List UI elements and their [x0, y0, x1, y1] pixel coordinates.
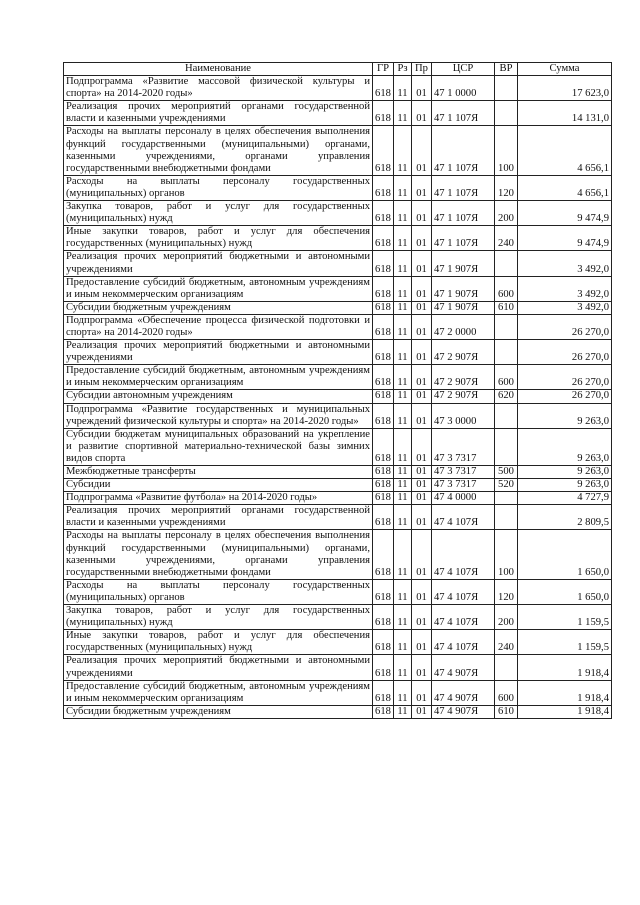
cell-name: Субсидии: [64, 479, 373, 492]
cell-vr: 520: [495, 479, 518, 492]
cell-vr: [495, 492, 518, 505]
cell-rz: 11: [394, 390, 412, 403]
cell-name: Субсидии бюджетам муниципальных образований на укрепление и развитие спортивной материально-технической базы зимних видов спорта: [64, 428, 373, 465]
cell-pr: 01: [412, 530, 432, 579]
cell-sum: 9 474,9: [518, 226, 612, 251]
cell-rz: 11: [394, 579, 412, 604]
cell-name: Субсидии бюджетным учреждениям: [64, 301, 373, 314]
cell-csr: 47 3 7317: [432, 466, 495, 479]
cell-sum: 26 270,0: [518, 390, 612, 403]
cell-vr: 600: [495, 276, 518, 301]
cell-rz: 11: [394, 201, 412, 226]
cell-name: Закупка товаров, работ и услуг для государственных (муниципальных) нужд: [64, 201, 373, 226]
cell-name: Расходы на выплаты персоналу в целях обеспечения выполнения функций государственными (муниципальными) органами, казенными учреждениями, органами управления государственными внебюджетными фондами: [64, 530, 373, 579]
cell-pr: 01: [412, 605, 432, 630]
table-row: [64, 314, 612, 339]
cell-name: Подпрограмма «Развитие государственных и муниципальных учреждений физической культуры и спорта» на 2014-2020 годы»: [64, 403, 373, 428]
cell-pr: 01: [412, 126, 432, 175]
cell-rz: 11: [394, 705, 412, 718]
cell-vr: [495, 251, 518, 276]
cell-sum: 26 270,0: [518, 314, 612, 339]
cell-gr: 618: [373, 530, 394, 579]
header-vr: ВР: [495, 63, 518, 76]
cell-csr: 47 2 907Я: [432, 365, 495, 390]
cell-pr: 01: [412, 390, 432, 403]
cell-gr: 618: [373, 403, 394, 428]
cell-vr: [495, 101, 518, 126]
cell-sum: 17 623,0: [518, 76, 612, 101]
cell-sum: 1 918,4: [518, 680, 612, 705]
cell-vr: [495, 340, 518, 365]
cell-name: Реализация прочих мероприятий бюджетными и автономными учреждениями: [64, 251, 373, 276]
cell-vr: 100: [495, 126, 518, 175]
cell-rz: 11: [394, 365, 412, 390]
cell-csr: 47 1 907Я: [432, 301, 495, 314]
cell-sum: 26 270,0: [518, 340, 612, 365]
cell-name: Межбюджетные трансферты: [64, 466, 373, 479]
cell-csr: 47 1 907Я: [432, 251, 495, 276]
cell-name: Подпрограмма «Развитие футбола» на 2014-2020 годы»: [64, 492, 373, 505]
cell-csr: 47 3 7317: [432, 479, 495, 492]
cell-rz: 11: [394, 126, 412, 175]
cell-pr: 01: [412, 314, 432, 339]
cell-name: Реализация прочих мероприятий органами государственной власти и казенными учреждениями: [64, 101, 373, 126]
cell-csr: 47 4 907Я: [432, 655, 495, 680]
cell-gr: 618: [373, 226, 394, 251]
cell-sum: 2 809,5: [518, 505, 612, 530]
cell-csr: 47 4 0000: [432, 492, 495, 505]
budget-table: [63, 62, 612, 719]
header-row: [64, 63, 612, 76]
cell-csr: 47 1 107Я: [432, 101, 495, 126]
table-row: [64, 365, 612, 390]
cell-gr: 618: [373, 680, 394, 705]
cell-rz: 11: [394, 680, 412, 705]
table-row: [64, 479, 612, 492]
cell-sum: 9 474,9: [518, 201, 612, 226]
table-body: [64, 76, 612, 719]
header-sum: Сумма: [518, 63, 612, 76]
cell-pr: 01: [412, 340, 432, 365]
cell-vr: [495, 76, 518, 101]
cell-csr: 47 1 107Я: [432, 201, 495, 226]
cell-name: Предоставление субсидий бюджетным, автономным учреждениям и иным некоммерческим организациям: [64, 365, 373, 390]
table-header: [64, 63, 612, 76]
cell-sum: 4 727,9: [518, 492, 612, 505]
cell-sum: 3 492,0: [518, 276, 612, 301]
cell-pr: 01: [412, 76, 432, 101]
cell-vr: 500: [495, 466, 518, 479]
cell-vr: 240: [495, 630, 518, 655]
cell-gr: 618: [373, 276, 394, 301]
cell-name: Предоставление субсидий бюджетным, автономным учреждениям и иным некоммерческим организациям: [64, 276, 373, 301]
cell-rz: 11: [394, 403, 412, 428]
cell-vr: 120: [495, 175, 518, 200]
cell-gr: 618: [373, 466, 394, 479]
table-row: [64, 340, 612, 365]
cell-pr: 01: [412, 492, 432, 505]
cell-vr: [495, 314, 518, 339]
cell-pr: 01: [412, 505, 432, 530]
cell-sum: 1 918,4: [518, 655, 612, 680]
cell-rz: 11: [394, 175, 412, 200]
cell-vr: 610: [495, 301, 518, 314]
cell-gr: 618: [373, 340, 394, 365]
cell-gr: 618: [373, 201, 394, 226]
cell-gr: 618: [373, 705, 394, 718]
cell-gr: 618: [373, 76, 394, 101]
table-row: [64, 251, 612, 276]
cell-rz: 11: [394, 76, 412, 101]
table-row: [64, 605, 612, 630]
cell-rz: 11: [394, 466, 412, 479]
cell-rz: 11: [394, 505, 412, 530]
cell-vr: 620: [495, 390, 518, 403]
header-csr: ЦСР: [432, 63, 495, 76]
cell-name: Иные закупки товаров, работ и услуг для обеспечения государственных (муниципальных) нужд: [64, 226, 373, 251]
cell-pr: 01: [412, 365, 432, 390]
cell-rz: 11: [394, 340, 412, 365]
cell-vr: [495, 428, 518, 465]
cell-name: Субсидии бюджетным учреждениям: [64, 705, 373, 718]
header-pr: Пр: [412, 63, 432, 76]
cell-sum: 4 656,1: [518, 175, 612, 200]
cell-rz: 11: [394, 226, 412, 251]
cell-csr: 47 4 107Я: [432, 530, 495, 579]
cell-csr: 47 2 0000: [432, 314, 495, 339]
header-rz: Рз: [394, 63, 412, 76]
cell-vr: 240: [495, 226, 518, 251]
cell-csr: 47 3 7317: [432, 428, 495, 465]
cell-pr: 01: [412, 479, 432, 492]
table-row: [64, 530, 612, 579]
cell-csr: 47 2 907Я: [432, 390, 495, 403]
cell-gr: 618: [373, 126, 394, 175]
cell-gr: 618: [373, 492, 394, 505]
cell-csr: 47 2 907Я: [432, 340, 495, 365]
cell-csr: 47 3 0000: [432, 403, 495, 428]
cell-pr: 01: [412, 705, 432, 718]
cell-sum: 1 650,0: [518, 579, 612, 604]
cell-vr: [495, 505, 518, 530]
cell-csr: 47 1 107Я: [432, 175, 495, 200]
cell-sum: 9 263,0: [518, 466, 612, 479]
cell-gr: 618: [373, 251, 394, 276]
cell-pr: 01: [412, 175, 432, 200]
cell-rz: 11: [394, 276, 412, 301]
cell-vr: 200: [495, 605, 518, 630]
cell-rz: 11: [394, 605, 412, 630]
table-row: [64, 655, 612, 680]
cell-csr: 47 1 107Я: [432, 126, 495, 175]
cell-sum: 1 918,4: [518, 705, 612, 718]
cell-sum: 1 159,5: [518, 630, 612, 655]
header-name: Наименование: [64, 63, 373, 76]
cell-csr: 47 4 107Я: [432, 505, 495, 530]
cell-rz: 11: [394, 530, 412, 579]
cell-name: Расходы на выплаты персоналу государственных (муниципальных) органов: [64, 175, 373, 200]
cell-csr: 47 4 107Я: [432, 579, 495, 604]
cell-gr: 618: [373, 175, 394, 200]
budget-document: [63, 62, 611, 719]
cell-sum: 3 492,0: [518, 251, 612, 276]
table-row: [64, 201, 612, 226]
table-row: [64, 705, 612, 718]
cell-rz: 11: [394, 630, 412, 655]
table-row: [64, 101, 612, 126]
cell-vr: 100: [495, 530, 518, 579]
cell-rz: 11: [394, 479, 412, 492]
cell-sum: 9 263,0: [518, 428, 612, 465]
cell-pr: 01: [412, 251, 432, 276]
cell-name: Расходы на выплаты персоналу в целях обеспечения выполнения функций государственными (муниципальными) органами, казенными учреждениями, органами управления государственными внебюджетными фондами: [64, 126, 373, 175]
cell-name: Реализация прочих мероприятий бюджетными и автономными учреждениями: [64, 340, 373, 365]
cell-pr: 01: [412, 101, 432, 126]
cell-csr: 47 4 107Я: [432, 630, 495, 655]
cell-rz: 11: [394, 301, 412, 314]
cell-csr: 47 1 0000: [432, 76, 495, 101]
cell-csr: 47 1 107Я: [432, 226, 495, 251]
cell-name: Предоставление субсидий бюджетным, автономным учреждениям и иным некоммерческим организациям: [64, 680, 373, 705]
table-row: [64, 175, 612, 200]
cell-rz: 11: [394, 655, 412, 680]
table-row: [64, 126, 612, 175]
cell-sum: 9 263,0: [518, 479, 612, 492]
cell-name: Реализация прочих мероприятий бюджетными и автономными учреждениями: [64, 655, 373, 680]
cell-csr: 47 1 907Я: [432, 276, 495, 301]
table-row: [64, 505, 612, 530]
table-row: [64, 466, 612, 479]
cell-vr: 600: [495, 680, 518, 705]
cell-pr: 01: [412, 655, 432, 680]
cell-csr: 47 4 107Я: [432, 605, 495, 630]
cell-gr: 618: [373, 390, 394, 403]
cell-gr: 618: [373, 314, 394, 339]
cell-pr: 01: [412, 276, 432, 301]
cell-sum: 26 270,0: [518, 365, 612, 390]
cell-csr: 47 4 907Я: [432, 705, 495, 718]
cell-gr: 618: [373, 428, 394, 465]
table-row: [64, 680, 612, 705]
cell-pr: 01: [412, 680, 432, 705]
cell-gr: 618: [373, 579, 394, 604]
table-row: [64, 390, 612, 403]
header-gr: ГР: [373, 63, 394, 76]
table-row: [64, 276, 612, 301]
cell-sum: 9 263,0: [518, 403, 612, 428]
cell-gr: 618: [373, 301, 394, 314]
cell-rz: 11: [394, 251, 412, 276]
cell-name: Подпрограмма «Развитие массовой физической культуры и спорта» на 2014-2020 годы»: [64, 76, 373, 101]
cell-rz: 11: [394, 492, 412, 505]
table-row: [64, 579, 612, 604]
cell-rz: 11: [394, 428, 412, 465]
table-row: [64, 492, 612, 505]
cell-pr: 01: [412, 630, 432, 655]
table-row: [64, 428, 612, 465]
cell-rz: 11: [394, 314, 412, 339]
cell-pr: 01: [412, 226, 432, 251]
cell-name: Субсидии автономным учреждениям: [64, 390, 373, 403]
cell-sum: 1 650,0: [518, 530, 612, 579]
cell-pr: 01: [412, 466, 432, 479]
cell-vr: [495, 655, 518, 680]
table-row: [64, 76, 612, 101]
cell-name: Закупка товаров, работ и услуг для государственных (муниципальных) нужд: [64, 605, 373, 630]
cell-rz: 11: [394, 101, 412, 126]
cell-gr: 618: [373, 630, 394, 655]
table-row: [64, 226, 612, 251]
cell-vr: [495, 403, 518, 428]
cell-name: Реализация прочих мероприятий органами государственной власти и казенными учреждениями: [64, 505, 373, 530]
cell-sum: 14 131,0: [518, 101, 612, 126]
cell-vr: 200: [495, 201, 518, 226]
table-row: [64, 301, 612, 314]
table-row: [64, 403, 612, 428]
cell-name: Подпрограмма «Обеспечение процесса физической подготовки и спорта» на 2014-2020 годы»: [64, 314, 373, 339]
cell-name: Расходы на выплаты персоналу государственных (муниципальных) органов: [64, 579, 373, 604]
cell-gr: 618: [373, 655, 394, 680]
cell-pr: 01: [412, 301, 432, 314]
cell-gr: 618: [373, 605, 394, 630]
cell-vr: 120: [495, 579, 518, 604]
cell-pr: 01: [412, 403, 432, 428]
cell-vr: 610: [495, 705, 518, 718]
cell-gr: 618: [373, 505, 394, 530]
cell-sum: 4 656,1: [518, 126, 612, 175]
cell-gr: 618: [373, 101, 394, 126]
cell-pr: 01: [412, 428, 432, 465]
cell-pr: 01: [412, 201, 432, 226]
cell-pr: 01: [412, 579, 432, 604]
cell-csr: 47 4 907Я: [432, 680, 495, 705]
cell-gr: 618: [373, 365, 394, 390]
cell-sum: 1 159,5: [518, 605, 612, 630]
cell-sum: 3 492,0: [518, 301, 612, 314]
cell-vr: 600: [495, 365, 518, 390]
cell-name: Иные закупки товаров, работ и услуг для обеспечения государственных (муниципальных) нужд: [64, 630, 373, 655]
table-row: [64, 630, 612, 655]
cell-gr: 618: [373, 479, 394, 492]
